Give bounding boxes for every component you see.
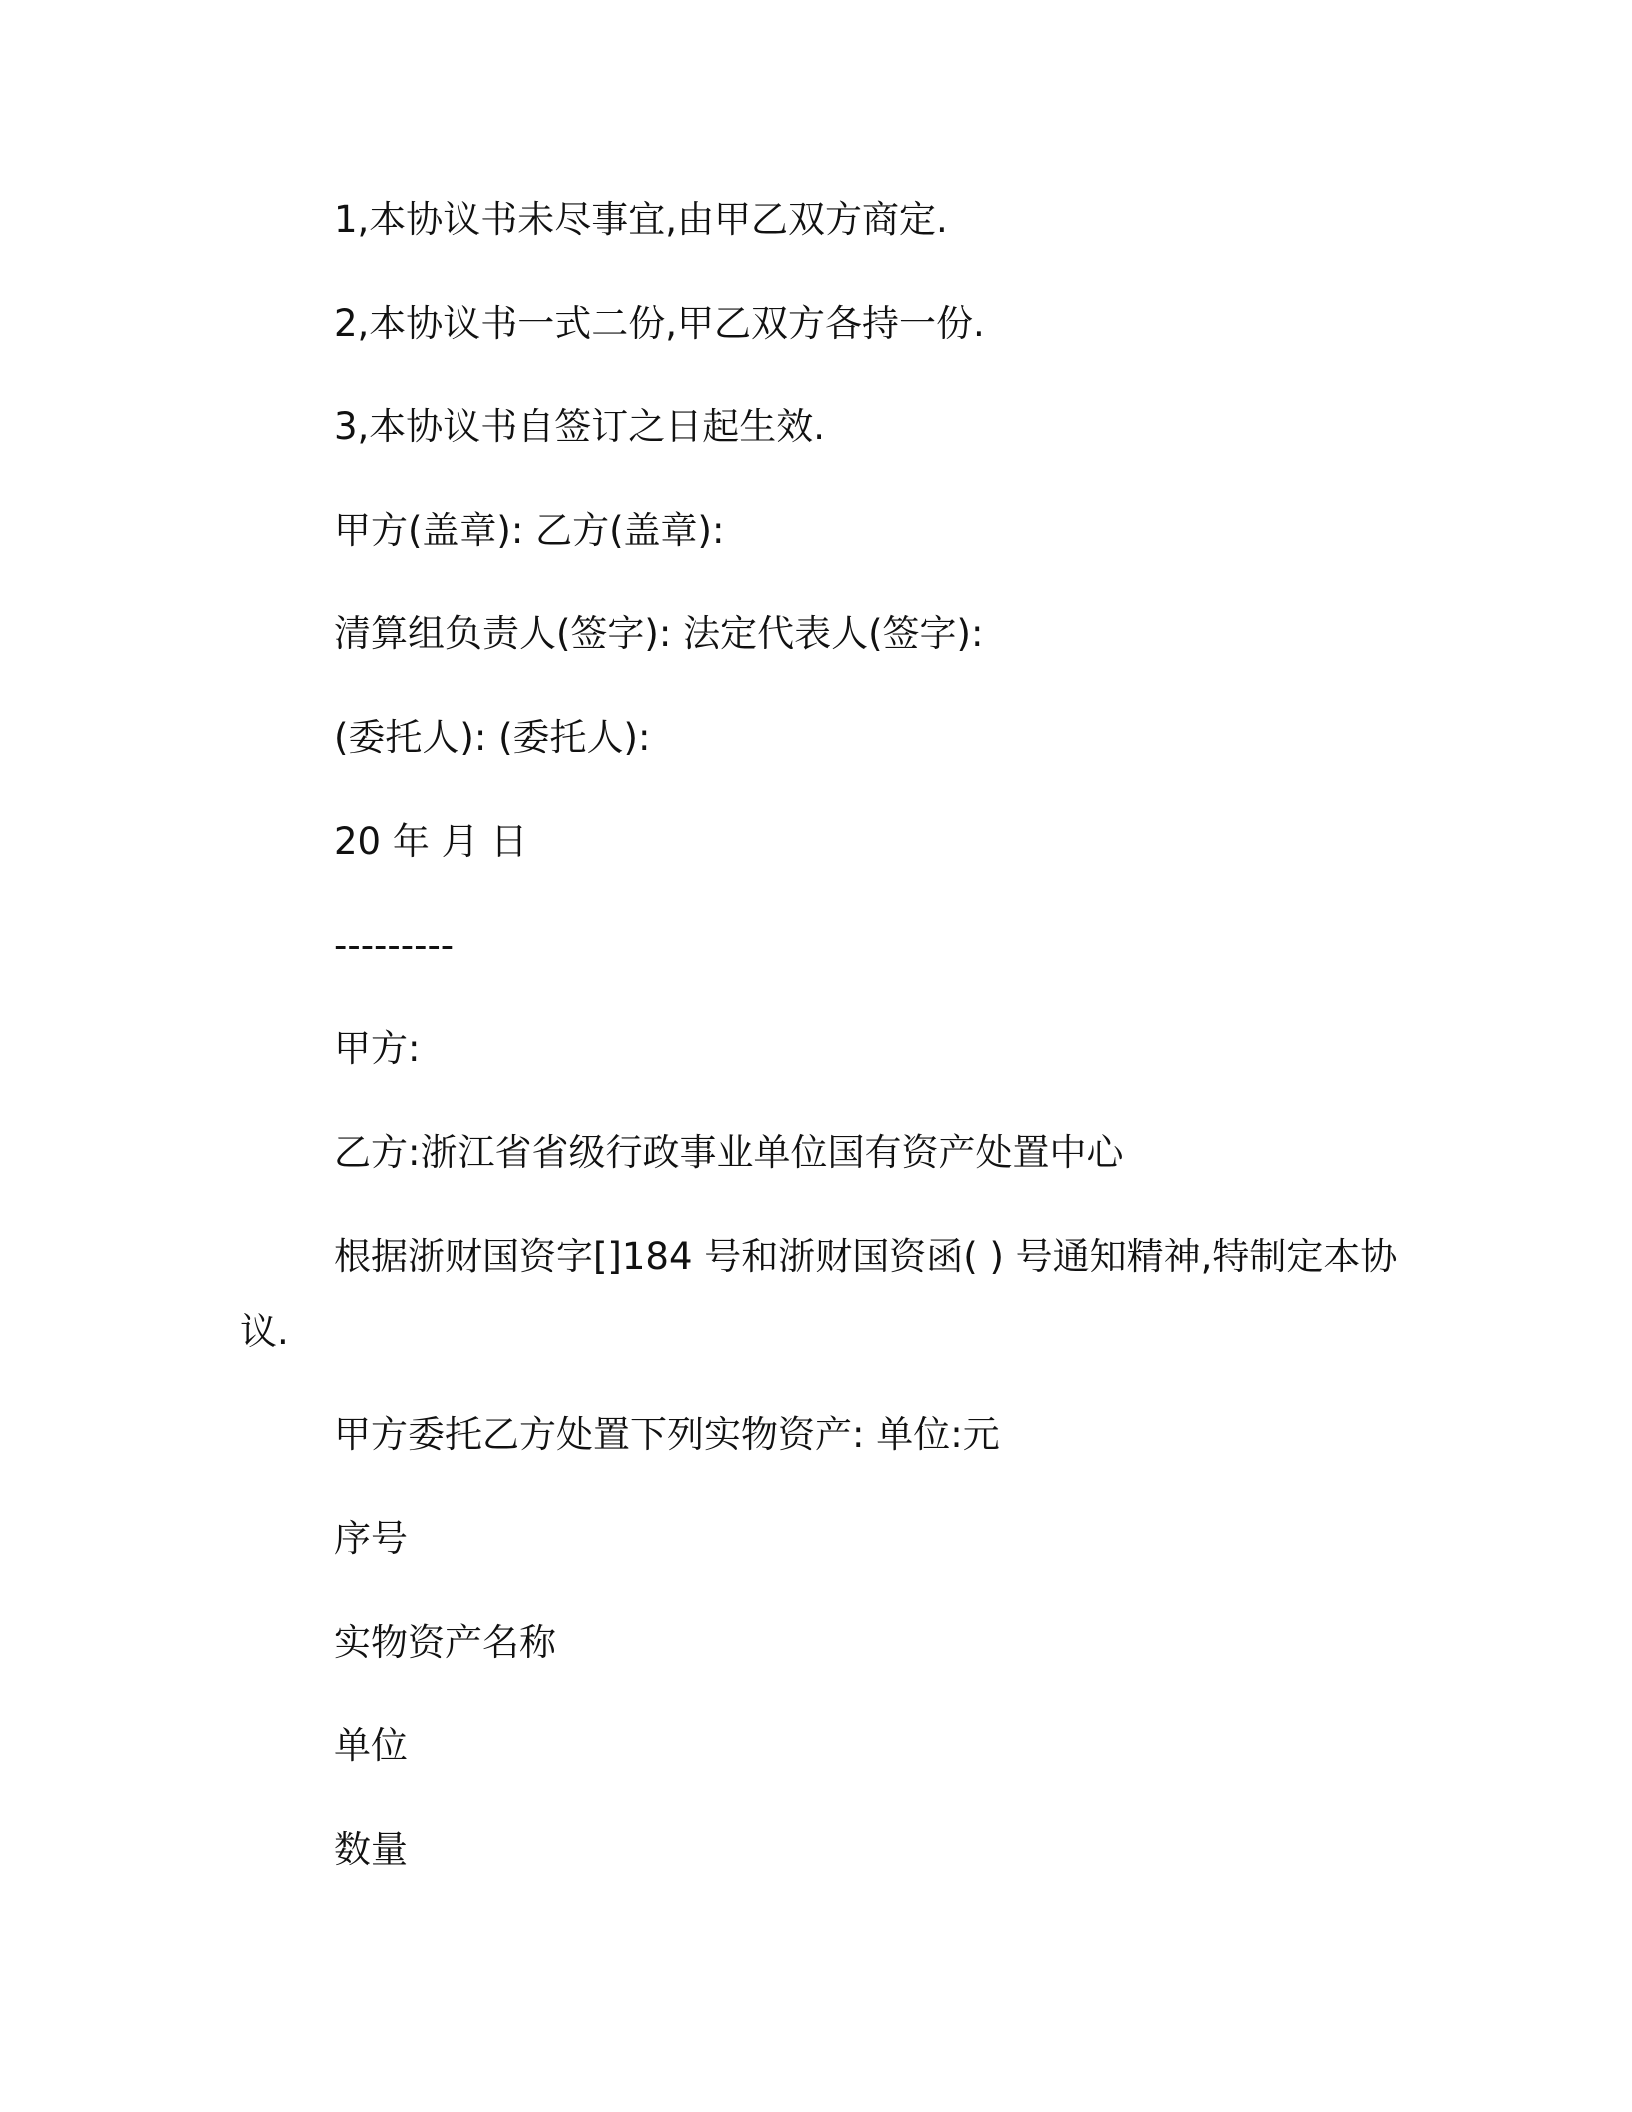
signer-line: 清算组负责人(签字): 法定代表人(签字): xyxy=(334,612,984,655)
date-line: 20 年 月 日 xyxy=(334,820,528,863)
clause-2: 2,本协议书一式二份,甲乙双方各持一份. xyxy=(334,302,985,345)
table-header-quantity: 数量 xyxy=(334,1828,408,1871)
seal-line: 甲方(盖章): 乙方(盖章): xyxy=(334,509,725,552)
basis-paragraph-line-2: 议. xyxy=(240,1310,289,1353)
clause-1: 1,本协议书未尽事宜,由甲乙双方商定. xyxy=(334,198,948,241)
party-a: 甲方: xyxy=(334,1027,421,1070)
table-header-asset-name: 实物资产名称 xyxy=(334,1621,556,1664)
table-header-serial: 序号 xyxy=(334,1517,408,1560)
party-b: 乙方:浙江省省级行政事业单位国有资产处置中心 xyxy=(334,1131,1124,1174)
basis-paragraph-line-1: 根据浙财国资字[]184 号和浙财国资函( ) 号通知精神,特制定本协 xyxy=(334,1235,1398,1278)
agent-line: (委托人): (委托人): xyxy=(334,716,651,759)
entrust-line: 甲方委托乙方处置下列实物资产: 单位:元 xyxy=(334,1413,1000,1456)
separator: --------- xyxy=(334,924,455,967)
clause-3: 3,本协议书自签订之日起生效. xyxy=(334,405,826,448)
table-header-unit: 单位 xyxy=(334,1724,408,1767)
